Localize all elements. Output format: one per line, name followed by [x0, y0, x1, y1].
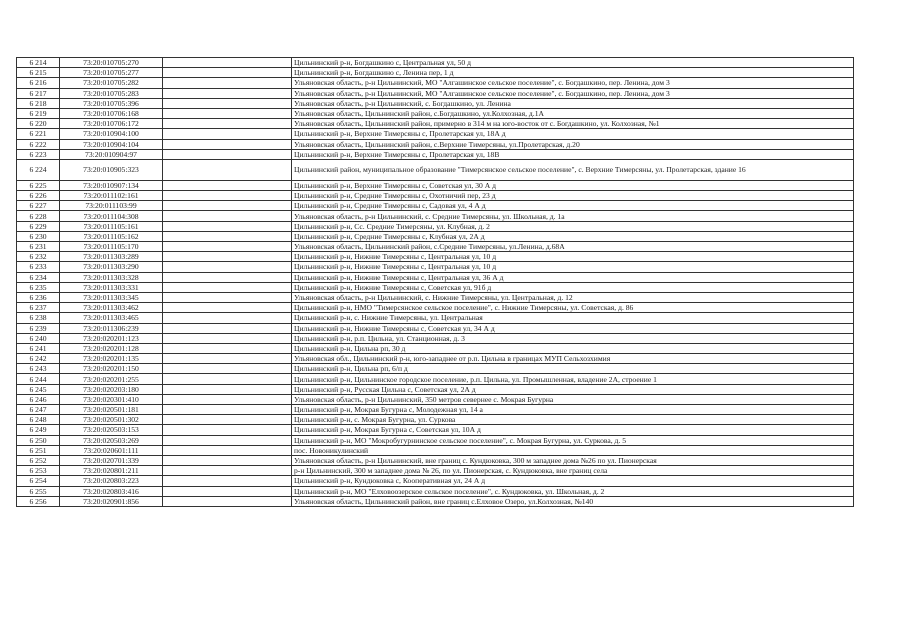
address-cell: Цильнинский р-н, Русская Цильна с, Советская ул, 2А д — [292, 384, 854, 394]
table-row — [17, 282, 854, 292]
empty-cell — [163, 343, 292, 353]
empty-cell — [163, 98, 292, 108]
cadastral-number-cell: 73:20:011105:170 — [60, 242, 163, 252]
address-cell: Цильнинский р-н, Сс. Средние Тимерсяны, ул. Клубная, д. 2 — [292, 221, 854, 231]
cadastral-number-cell: 73:20:020203:180 — [60, 384, 163, 394]
row-number-cell: 6 237 — [17, 303, 60, 313]
cadastral-number-cell: 73:20:011306:239 — [60, 323, 163, 333]
cadastral-number-cell: 73:20:011105:162 — [60, 231, 163, 241]
row-number-cell: 6 224 — [17, 159, 60, 180]
empty-cell — [163, 425, 292, 435]
empty-cell — [163, 364, 292, 374]
cadastral-number-cell: 73:20:020503:153 — [60, 425, 163, 435]
cadastral-number-cell: 73:20:010904:104 — [60, 139, 163, 149]
empty-cell — [163, 211, 292, 221]
address-cell: Ульяновская область, р-н Цильнинский, МО "Алгашинское сельское поселение", с. Богдашкино, пер. Ленина, дом 3 — [292, 78, 854, 88]
address-cell: Цильнинский р-н, Нижние Тимерсяны с, Советская ул, 34 А д — [292, 323, 854, 333]
table-row — [17, 415, 854, 425]
address-cell: Цильнинский р-н, МО "Елховоозерское сельское поселение", с. Кундюковка, ул. Школьная, д. 2 — [292, 486, 854, 496]
cadastral-number-cell: 73:20:020801:211 — [60, 466, 163, 476]
empty-cell — [163, 476, 292, 486]
address-cell: Цильнинский р-н, Верхние Тимерсяны с, Пролетарская ул, 18А д — [292, 129, 854, 139]
table-row — [17, 425, 854, 435]
empty-cell — [163, 191, 292, 201]
row-number-cell: 6 225 — [17, 180, 60, 190]
address-cell: Ульяновская область, Цильнинский район, вне границ с.Елховое Озеро, ул.Колхозная, №140 — [292, 496, 854, 506]
row-number-cell: 6 238 — [17, 313, 60, 323]
cadastral-number-cell: 73:20:010907:134 — [60, 180, 163, 190]
empty-cell — [163, 88, 292, 98]
address-cell: Цильнинский р-н, Нижние Тимерсяны с, Центральная ул, 10 д — [292, 262, 854, 272]
table-row — [17, 88, 854, 98]
table-row — [17, 231, 854, 241]
row-number-cell: 6 242 — [17, 354, 60, 364]
row-number-cell: 6 234 — [17, 272, 60, 282]
cadastral-number-cell: 73:20:020201:255 — [60, 374, 163, 384]
cadastral-number-cell: 73:20:011303:289 — [60, 252, 163, 262]
address-cell: Цильнинский р-н, Верхние Тимерсяны с, Пролетарская ул, 18В — [292, 149, 854, 159]
row-number-cell: 6 218 — [17, 98, 60, 108]
empty-cell — [163, 231, 292, 241]
table-row — [17, 496, 854, 506]
table-row — [17, 149, 854, 159]
address-cell: Цильнинский р-н, Нижние Тимерсяны с, Центральная ул, 36 А д — [292, 272, 854, 282]
row-number-cell: 6 223 — [17, 149, 60, 159]
empty-cell — [163, 58, 292, 68]
cadastral-number-cell: 73:20:011104:308 — [60, 211, 163, 221]
cadastral-number-cell: 73:20:020201:123 — [60, 333, 163, 343]
row-number-cell: 6 252 — [17, 455, 60, 465]
address-cell: Цильнинский р-н, Богдашкино с, Центральная ул, 50 д — [292, 58, 854, 68]
empty-cell — [163, 313, 292, 323]
cadastral-number-cell: 73:20:020601:111 — [60, 445, 163, 455]
row-number-cell: 6 254 — [17, 476, 60, 486]
empty-cell — [163, 78, 292, 88]
table-row — [17, 435, 854, 445]
table-row — [17, 354, 854, 364]
address-cell: р-н Цильнинский, 300 м западнее дома № 26, по ул. Пионерская, с. Кундюковка, вне границ села — [292, 466, 854, 476]
table-row — [17, 191, 854, 201]
empty-cell — [163, 180, 292, 190]
empty-cell — [163, 455, 292, 465]
address-cell: Ульяновская область, Цильнинский район, с.Богдашкино, ул.Колхозная, д.1А — [292, 108, 854, 118]
row-number-cell: 6 236 — [17, 292, 60, 302]
address-cell: Ульяновская область, р-н Цильнинский, с. Средние Тимерсяны, ул. Школьная, д. 1а — [292, 211, 854, 221]
table-row — [17, 384, 854, 394]
cadastral-number-cell: 73:20:020201:135 — [60, 354, 163, 364]
address-cell: Цильнинский р-н, Средние Тимерсяны с, Охотничий пер, 23 д — [292, 191, 854, 201]
table-row — [17, 394, 854, 404]
row-number-cell: 6 221 — [17, 129, 60, 139]
cadastral-number-cell: 73:20:020803:416 — [60, 486, 163, 496]
cadastral-number-cell: 73:20:020301:410 — [60, 394, 163, 404]
empty-cell — [163, 303, 292, 313]
table-row — [17, 486, 854, 496]
table-row — [17, 108, 854, 118]
address-cell: Ульяновская область, р-н Цильнинский, с. Богдашкино, ул. Ленина — [292, 98, 854, 108]
empty-cell — [163, 242, 292, 252]
address-cell: Ульяновская область, р-н Цильнинский, с. Нижние Тимерсяны, ул. Центральная, д. 12 — [292, 292, 854, 302]
table-row — [17, 139, 854, 149]
address-cell: Цильнинский р-н, Средние Тимерсяны с, Садовая ул, 4 А д — [292, 201, 854, 211]
empty-cell — [163, 466, 292, 476]
cadastral-number-cell: 73:20:011303:290 — [60, 262, 163, 272]
row-number-cell: 6 247 — [17, 405, 60, 415]
cadastral-number-cell: 73:20:010705:396 — [60, 98, 163, 108]
cadastral-number-cell: 73:20:020803:223 — [60, 476, 163, 486]
cadastral-number-cell: 73:20:011303:328 — [60, 272, 163, 282]
row-number-cell: 6 245 — [17, 384, 60, 394]
cadastral-number-cell: 73:20:010705:282 — [60, 78, 163, 88]
row-number-cell: 6 256 — [17, 496, 60, 506]
address-cell: Цильнинский р-н, Нижние Тимерсяны с, Советская ул, 91б д — [292, 282, 854, 292]
table-row — [17, 242, 854, 252]
address-cell: Цильнинский р-н, с. Нижние Тимерсяны, ул. Центральная — [292, 313, 854, 323]
cadastral-number-cell: 73:20:011105:161 — [60, 221, 163, 231]
address-cell: пос. Новоникулинский — [292, 445, 854, 455]
property-table — [16, 57, 854, 507]
empty-cell — [163, 221, 292, 231]
cadastral-number-cell: 73:20:011103:99 — [60, 201, 163, 211]
empty-cell — [163, 292, 292, 302]
cadastral-number-cell: 73:20:020501:181 — [60, 405, 163, 415]
empty-cell — [163, 323, 292, 333]
table-row — [17, 98, 854, 108]
empty-cell — [163, 159, 292, 180]
cadastral-number-cell: 73:20:010706:168 — [60, 108, 163, 118]
empty-cell — [163, 272, 292, 282]
table-row — [17, 159, 854, 180]
table-row — [17, 68, 854, 78]
row-number-cell: 6 216 — [17, 78, 60, 88]
address-cell: Ульяновская область, Цильнинский район, с.Средние Тимерсяны, ул.Ленина, д.68А — [292, 242, 854, 252]
row-number-cell: 6 249 — [17, 425, 60, 435]
empty-cell — [163, 282, 292, 292]
row-number-cell: 6 219 — [17, 108, 60, 118]
row-number-cell: 6 233 — [17, 262, 60, 272]
cadastral-number-cell: 73:20:010904:97 — [60, 149, 163, 159]
row-number-cell: 6 217 — [17, 88, 60, 98]
address-cell: Ульяновская обл., Цильнинский р-н, юго-западнее от р.п. Цильна в границах МУП Сельхозхимия — [292, 354, 854, 364]
row-number-cell: 6 255 — [17, 486, 60, 496]
table-row — [17, 262, 854, 272]
table-row — [17, 119, 854, 129]
empty-cell — [163, 445, 292, 455]
empty-cell — [163, 108, 292, 118]
table-row — [17, 303, 854, 313]
cadastral-number-cell: 73:20:010904:100 — [60, 129, 163, 139]
table-row — [17, 343, 854, 353]
cadastral-number-cell: 73:20:020901:856 — [60, 496, 163, 506]
row-number-cell: 6 253 — [17, 466, 60, 476]
cadastral-number-cell: 73:20:020701:339 — [60, 455, 163, 465]
table-row — [17, 272, 854, 282]
row-number-cell: 6 232 — [17, 252, 60, 262]
empty-cell — [163, 354, 292, 364]
cadastral-number-cell: 73:20:011303:465 — [60, 313, 163, 323]
address-cell: Ульяновская область, р-н Цильнинский, 350 метров севернее с. Мокрая Бугурна — [292, 394, 854, 404]
row-number-cell: 6 244 — [17, 374, 60, 384]
table-row — [17, 58, 854, 68]
document-page — [16, 57, 854, 507]
address-cell: Цильнинский р-н, Мокрая Бугурна с, Советская ул, 10А д — [292, 425, 854, 435]
row-number-cell: 6 222 — [17, 139, 60, 149]
table-row — [17, 323, 854, 333]
address-cell: Ульяновская область, Цильнинский район, с.Верхние Тимерсяны, ул.Пролетарская, д.20 — [292, 139, 854, 149]
address-cell: Цильнинский р-н, Кундюковка с, Кооперативная ул, 24 А д — [292, 476, 854, 486]
row-number-cell: 6 246 — [17, 394, 60, 404]
table-row — [17, 313, 854, 323]
address-cell: Цильнинский р-н, Цильна рп, 6/п д — [292, 364, 854, 374]
row-number-cell: 6 227 — [17, 201, 60, 211]
empty-cell — [163, 374, 292, 384]
address-cell: Цильнинский р-н, Верхние Тимерсяны с, Советская ул, 30 А д — [292, 180, 854, 190]
empty-cell — [163, 435, 292, 445]
address-cell: Цильнинский р-н, Мокрая Бугурна с, Молодежная ул, 14 а — [292, 405, 854, 415]
table-row — [17, 476, 854, 486]
empty-cell — [163, 252, 292, 262]
row-number-cell: 6 243 — [17, 364, 60, 374]
table-body — [17, 58, 854, 507]
address-cell: Ульяновская область, Цильнинский район, примерно в 314 м на юго-восток от с. Богдашкино, ул. Колхозная, №1 — [292, 119, 854, 129]
cadastral-number-cell: 73:20:020501:302 — [60, 415, 163, 425]
row-number-cell: 6 230 — [17, 231, 60, 241]
empty-cell — [163, 129, 292, 139]
table-row — [17, 466, 854, 476]
empty-cell — [163, 149, 292, 159]
table-row — [17, 333, 854, 343]
empty-cell — [163, 262, 292, 272]
empty-cell — [163, 384, 292, 394]
address-cell: Цильнинский р-н, Богдашкино с, Ленина пер, 1 д — [292, 68, 854, 78]
row-number-cell: 6 229 — [17, 221, 60, 231]
row-number-cell: 6 220 — [17, 119, 60, 129]
address-cell: Цильнинский р-н, Цильнинское городское поселение, р.п. Цильна, ул. Промышленная, владение 2А, строение 1 — [292, 374, 854, 384]
table-row — [17, 180, 854, 190]
address-cell: Цильнинский р-н, р.п. Цильна, ул. Станционная, д. 3 — [292, 333, 854, 343]
address-cell: Цильнинский р-н, с. Мокрая Бугурна, ул. Суркова — [292, 415, 854, 425]
address-cell: Ульяновская область, р-н Цильнинский, МО "Алгашинское сельское поселение", с. Богдашкино, пер. Ленина, дом 3 — [292, 88, 854, 98]
empty-cell — [163, 68, 292, 78]
table-row — [17, 211, 854, 221]
table-row — [17, 445, 854, 455]
table-row — [17, 252, 854, 262]
row-number-cell: 6 251 — [17, 445, 60, 455]
cadastral-number-cell: 73:20:011303:345 — [60, 292, 163, 302]
cadastral-number-cell: 73:20:011303:331 — [60, 282, 163, 292]
address-cell: Цильнинский р-н, Средние Тимерсяны с, Клубная ул, 2А д — [292, 231, 854, 241]
address-cell: Ульяновская область, р-н Цильнинский, вне границ с. Кундюковка, 300 м западнее дома №26 по ул. Пионерская — [292, 455, 854, 465]
cadastral-number-cell: 73:20:010905:323 — [60, 159, 163, 180]
row-number-cell: 6 248 — [17, 415, 60, 425]
address-cell: Цильнинский р-н, Цильна рп, 30 д — [292, 343, 854, 353]
table-row — [17, 201, 854, 211]
row-number-cell: 6 250 — [17, 435, 60, 445]
address-cell: Цильнинский р-н, НМО "Тимерсянское сельское поселение", с. Нижние Тимерсяны, ул. Советская, д. 86 — [292, 303, 854, 313]
table-row — [17, 364, 854, 374]
cadastral-number-cell: 73:20:011303:462 — [60, 303, 163, 313]
address-cell: Цильнинский район, муниципальное образование "Тимерсянское сельское поселение", с. Верхние Тимерсяны, ул. Пролетарская, здание 16 — [292, 159, 854, 180]
table-row — [17, 405, 854, 415]
row-number-cell: 6 239 — [17, 323, 60, 333]
table-row — [17, 78, 854, 88]
table-row — [17, 129, 854, 139]
row-number-cell: 6 226 — [17, 191, 60, 201]
empty-cell — [163, 496, 292, 506]
row-number-cell: 6 231 — [17, 242, 60, 252]
address-cell: Цильнинский р-н, Нижние Тимерсяны с, Центральная ул, 10 д — [292, 252, 854, 262]
empty-cell — [163, 415, 292, 425]
cadastral-number-cell: 73:20:010705:277 — [60, 68, 163, 78]
empty-cell — [163, 405, 292, 415]
cadastral-number-cell: 73:20:020503:269 — [60, 435, 163, 445]
empty-cell — [163, 139, 292, 149]
row-number-cell: 6 228 — [17, 211, 60, 221]
empty-cell — [163, 333, 292, 343]
row-number-cell: 6 235 — [17, 282, 60, 292]
table-row — [17, 221, 854, 231]
row-number-cell: 6 240 — [17, 333, 60, 343]
cadastral-number-cell: 73:20:020201:128 — [60, 343, 163, 353]
address-cell: Цильнинский р-н, МО "Мокробугурнинское сельское поселение", с. Мокрая Бугурна, ул. Суркова, д. 5 — [292, 435, 854, 445]
table-row — [17, 374, 854, 384]
table-row — [17, 292, 854, 302]
empty-cell — [163, 119, 292, 129]
cadastral-number-cell: 73:20:011102:161 — [60, 191, 163, 201]
row-number-cell: 6 241 — [17, 343, 60, 353]
cadastral-number-cell: 73:20:010705:283 — [60, 88, 163, 98]
cadastral-number-cell: 73:20:010706:172 — [60, 119, 163, 129]
empty-cell — [163, 394, 292, 404]
empty-cell — [163, 486, 292, 496]
cadastral-number-cell: 73:20:020201:150 — [60, 364, 163, 374]
empty-cell — [163, 201, 292, 211]
cadastral-number-cell: 73:20:010705:270 — [60, 58, 163, 68]
table-row — [17, 455, 854, 465]
row-number-cell: 6 215 — [17, 68, 60, 78]
row-number-cell: 6 214 — [17, 58, 60, 68]
